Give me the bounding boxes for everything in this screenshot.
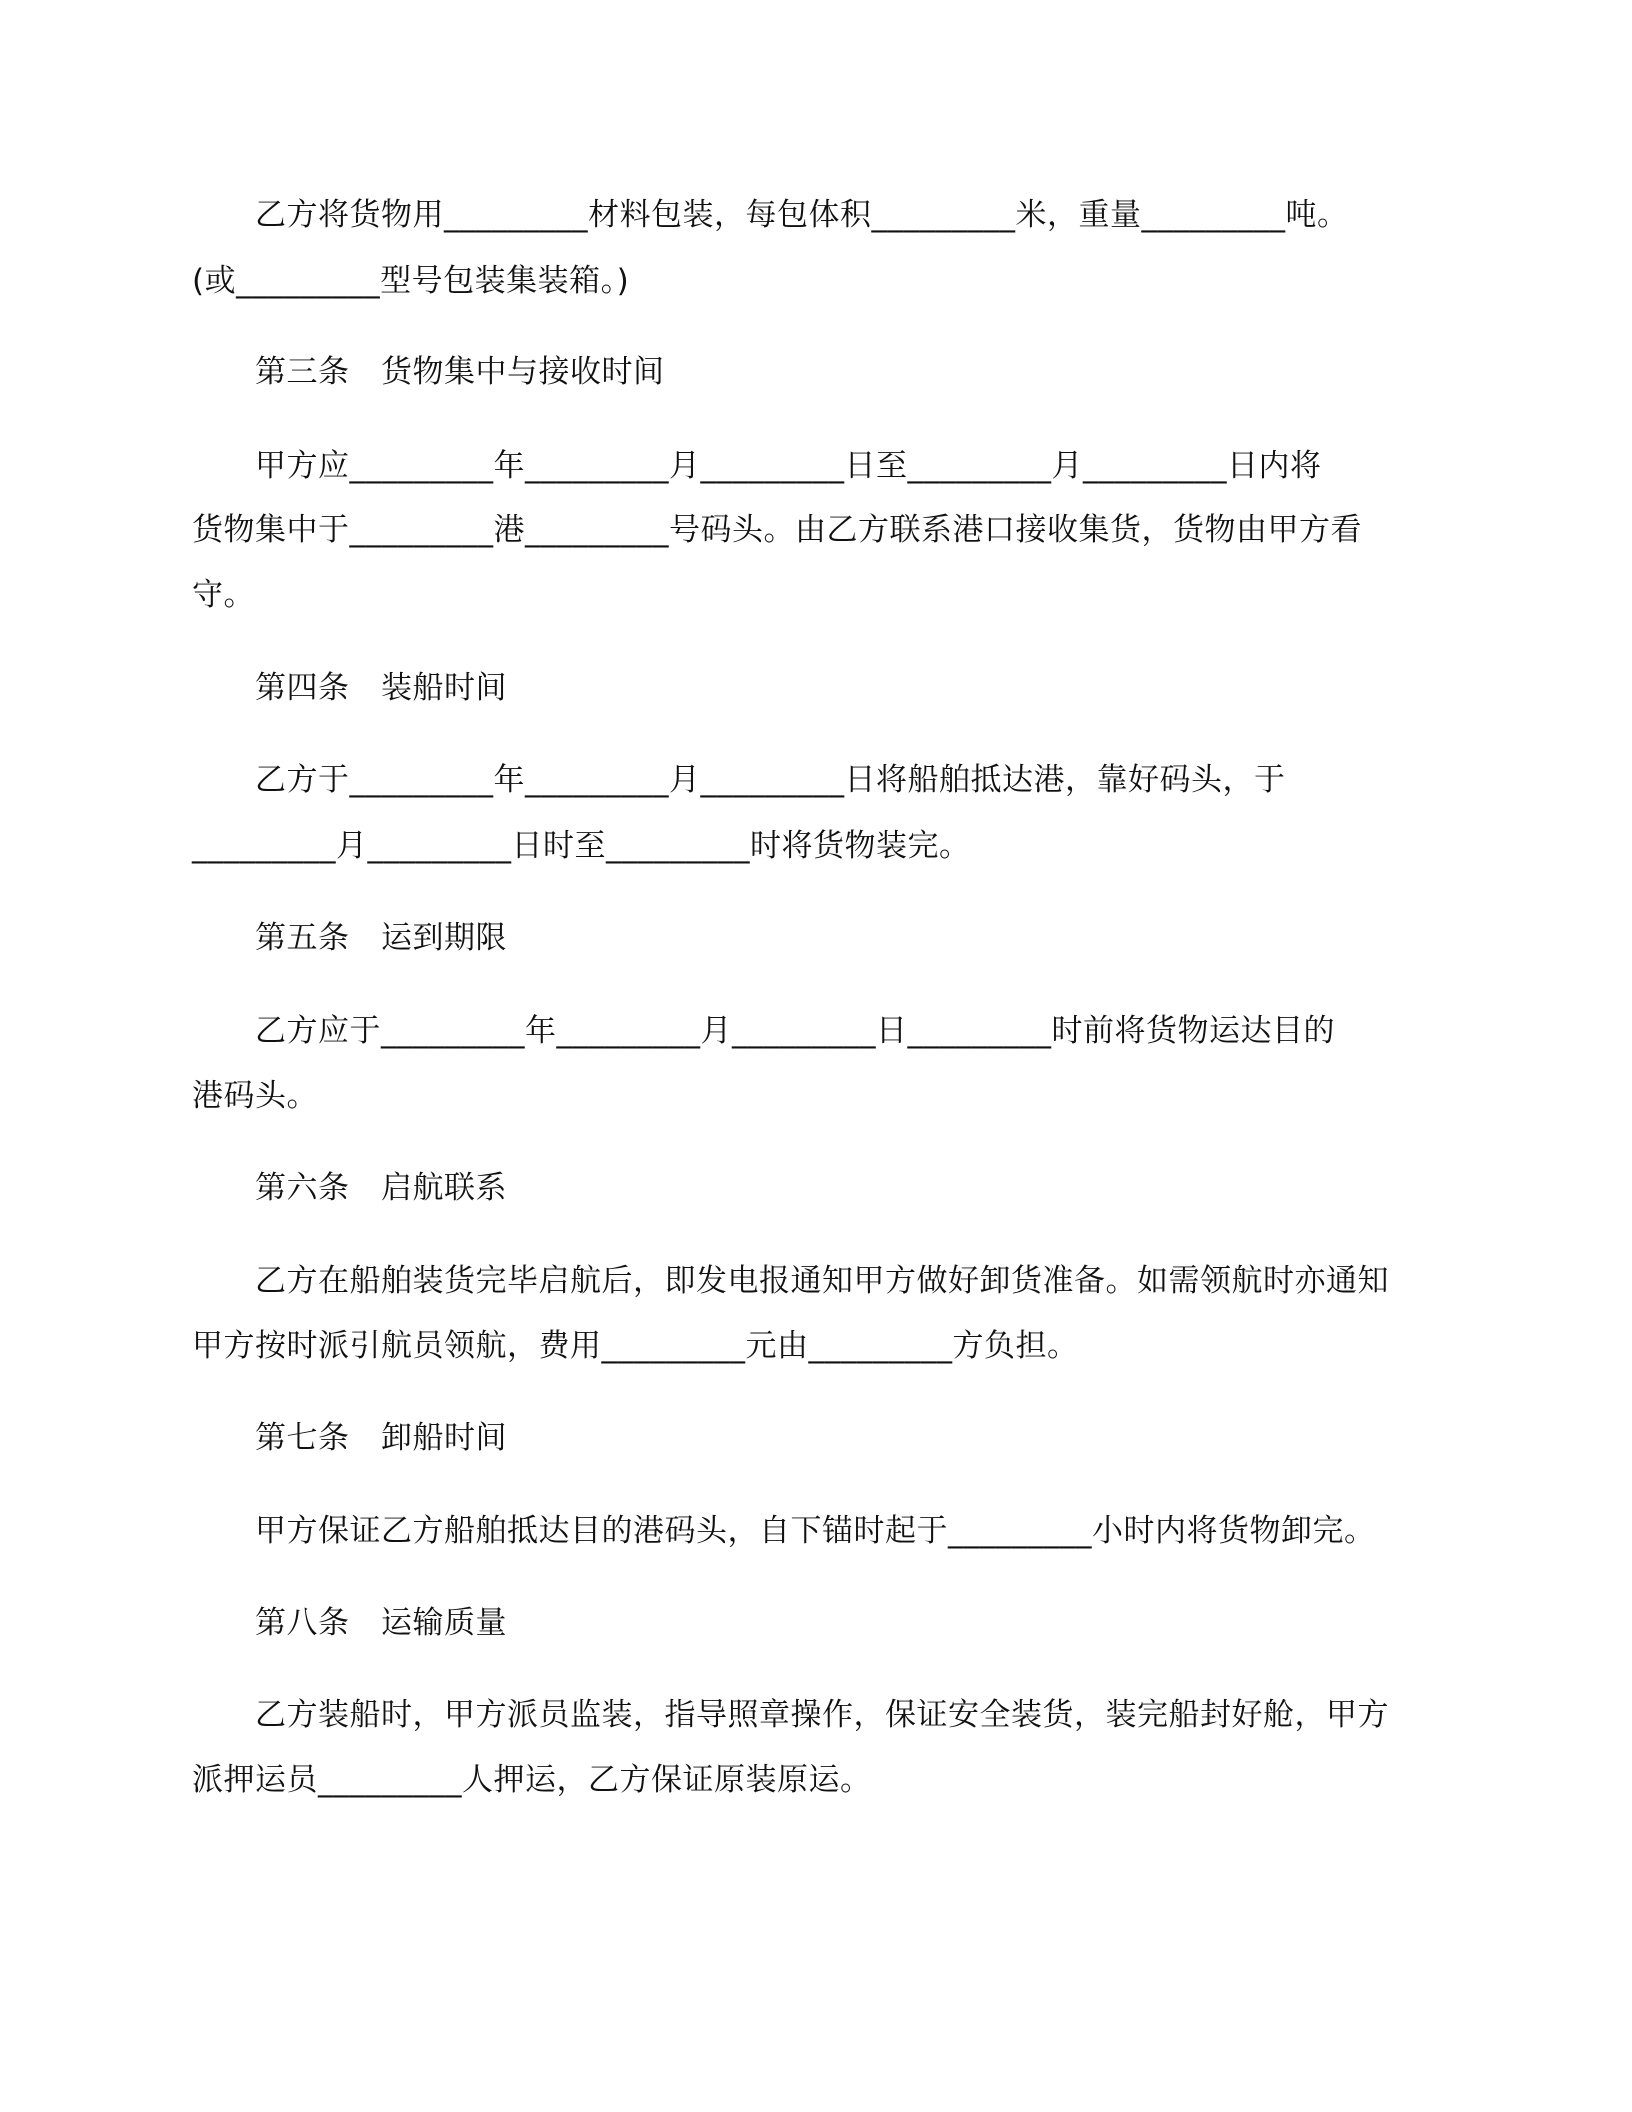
section-heading-6: 第六条 启航联系 [255,1170,507,1206]
section-heading-8: 第八条 运输质量 [255,1605,507,1641]
paragraph-line: 乙方于_________年_________月_________日将船舶抵达港，靠好码头，于 [255,762,1286,798]
paragraph-line: 货物集中于_________港_________号码头。由乙方联系港口接收集货，货物由甲方看 [192,512,1362,548]
section-heading-7: 第七条 卸船时间 [255,1420,507,1456]
paragraph-line: _________月_________日时至_________时将货物装完。 [192,828,971,864]
paragraph-line: (或_________型号包装集装箱。) [192,263,630,299]
paragraph-line: 派押运员_________人押运，乙方保证原装原运。 [192,1762,872,1798]
section-heading-5: 第五条 运到期限 [255,920,507,956]
paragraph-line: 乙方在船舶装货完毕启航后，即发电报通知甲方做好卸货准备。如需领航时亦通知 [255,1263,1389,1299]
paragraph-line: 乙方应于_________年_________月_________日_________时前将货物运达目的 [255,1013,1335,1049]
section-heading-4: 第四条 装船时间 [255,670,507,706]
section-heading-3: 第三条 货物集中与接收时间 [255,354,665,390]
paragraph-line: 甲方按时派引航员领航，费用_________元由_________方负担。 [192,1328,1079,1364]
paragraph-line: 港码头。 [192,1078,318,1114]
paragraph-line: 乙方将货物用_________材料包装，每包体积_________米，重量_________吨。 [255,197,1349,233]
paragraph-line: 守。 [192,577,255,613]
paragraph-line: 乙方装船时，甲方派员监装，指导照章操作，保证安全装货，装完船封好舱，甲方 [255,1697,1389,1733]
paragraph-line: 甲方应_________年_________月_________日至_________月_________日内将 [255,448,1322,484]
paragraph-line: 甲方保证乙方船舶抵达目的港码头，自下锚时起于_________小时内将货物卸完。 [255,1513,1376,1549]
